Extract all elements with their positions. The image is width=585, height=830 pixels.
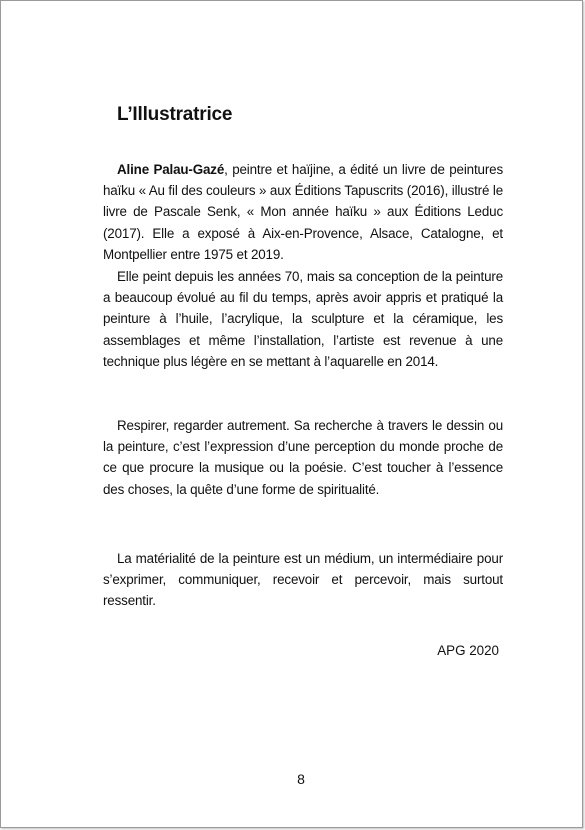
paragraph-1 [103, 159, 503, 265]
paragraph-2 [103, 266, 503, 372]
paragraph-4-text: La matérialité de la peinture est un médium, un intermédiaire pour s’exprimer, communiquer, recevoir et percevoir, mais surtout ressentir. [103, 551, 503, 609]
paragraph-2-text: Elle peint depuis les années 70, mais sa conception de la peinture a beaucoup évolué au fil du temps, après avoir appris et pratiqué la peinture à l’huile, l’acrylique, la sculpture et la céramique, les assemblages et même l’installation, l’artiste est revenue à une technique plus légère en se mettant à l’aquarelle en 2014. [103, 269, 503, 369]
paragraph-3 [103, 415, 503, 500]
paragraph-4 [103, 548, 503, 612]
signature: APG 2020 [437, 643, 499, 658]
paragraph-3-text: Respirer, regarder autrement. Sa recherche à travers le dessin ou la peinture, c’est l’expression d’une perception du monde proche de ce que procure la musique ou la poésie. C’est toucher à l’essence des choses, la quête d’une forme de spiritualité. [103, 418, 503, 497]
page-title: L’Illustratrice [117, 104, 233, 125]
author-name: Aline Palau-Gazé [117, 162, 225, 177]
paragraph-1-text: , peintre et haïjine, a édité un livre de peintures haïku « Au fil des couleurs » aux Éditions Tapuscrits (2016), illustré le livre de Pascale Senk, « Mon année haïku » aux Éditions Leduc (2017). Elle a exposé à Aix-en-Provence, Alsace, Catalogne, et Montpellier entre 1975 et 2019. [103, 162, 503, 262]
page-number: 8 [297, 771, 305, 787]
